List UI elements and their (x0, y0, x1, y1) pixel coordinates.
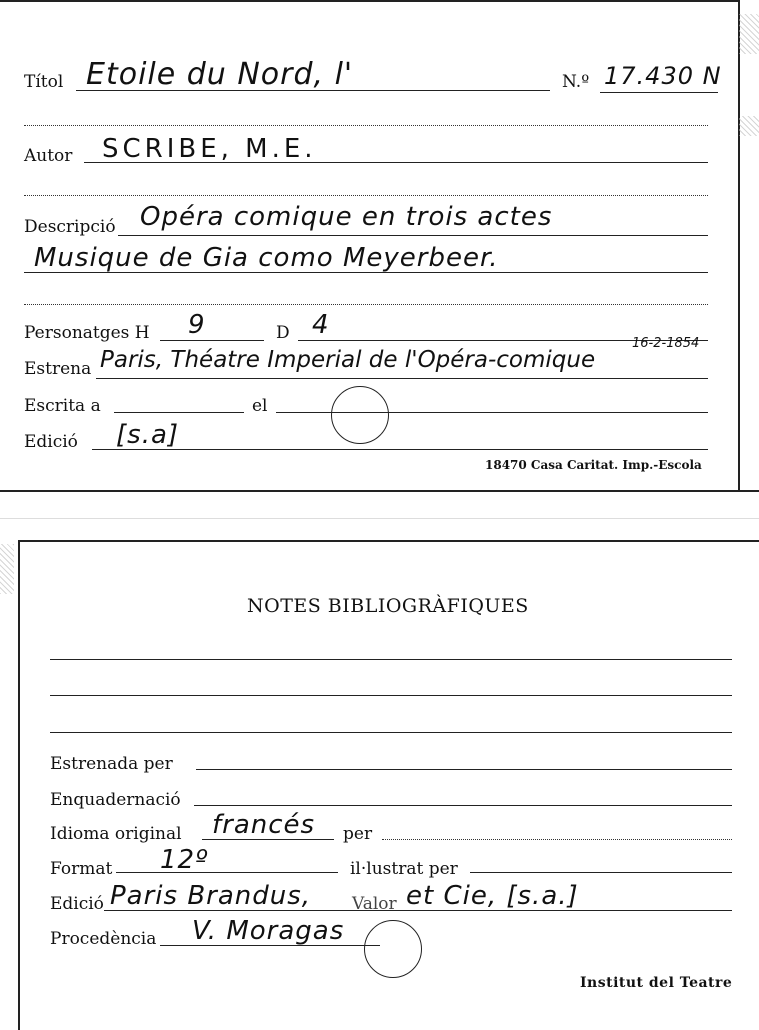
no-line (600, 92, 718, 93)
format-label: Format (50, 859, 113, 879)
per-label: per (343, 824, 373, 844)
no-label: N.º (562, 72, 590, 92)
autor-label: Autor (24, 146, 73, 166)
illustrat-label: il·lustrat per (350, 859, 458, 879)
titol-value: Etoile du Nord, l' (86, 57, 354, 92)
notes-line-3 (50, 732, 732, 733)
notes-line-2 (50, 695, 732, 696)
enquadernacio-line (194, 805, 732, 806)
card-divider-faint (0, 518, 759, 519)
no-value: 17.430 N (604, 62, 722, 90)
stamp-circle (331, 386, 389, 444)
scan-speck (0, 544, 14, 594)
descripcio-label: Descripció (24, 217, 116, 237)
estrena-date: 16-2-1854 (632, 336, 700, 351)
autor-line (84, 162, 708, 163)
illustrat-line (470, 872, 732, 873)
personatges-d-value: 4 (312, 310, 330, 340)
stamp-circle-back (364, 920, 422, 978)
catalog-card-back (18, 540, 759, 1030)
personatges-label: Personatges H (24, 323, 150, 343)
divider-3 (24, 304, 708, 305)
descripcio-line-rule-1 (118, 235, 708, 236)
estrena-line (96, 378, 708, 379)
edicio-back-line (104, 910, 732, 911)
valor-label: Valor (352, 894, 397, 914)
edicio-label: Edició (24, 432, 78, 452)
scan-speck (739, 116, 759, 136)
per-line (382, 839, 732, 840)
divider-2 (24, 195, 708, 196)
personatges-h-value: 9 (188, 310, 206, 340)
format-line (116, 872, 338, 873)
estrenada-line (196, 769, 732, 770)
escrita-line (114, 412, 244, 413)
printer-imprint: 18470 Casa Caritat. Imp.-Escola (485, 458, 702, 472)
enquadernacio-label: Enquadernació (50, 790, 181, 810)
scan-speck (739, 14, 759, 54)
titol-line (76, 90, 550, 91)
edicio-back-value: Paris Brandus, (110, 881, 312, 911)
idioma-label: Idioma original (50, 824, 182, 844)
autor-value: SCRIBE, M.E. (102, 134, 317, 164)
catalog-card-front (0, 0, 740, 492)
descripcio-line2: Musique de Gia como Meyerbeer. (34, 243, 499, 273)
estrena-label: Estrena (24, 359, 92, 379)
d-label: D (276, 323, 290, 343)
format-value: 12º (160, 845, 209, 875)
procedencia-label: Procedència (50, 929, 157, 949)
descripcio-line-rule-2 (24, 272, 708, 273)
card-divider (0, 490, 759, 492)
institution-footer: Institut del Teatre (580, 975, 733, 991)
estrenada-label: Estrenada per (50, 754, 173, 774)
edicio-back-value-2: et Cie, [s.a.] (406, 881, 579, 911)
personatges-h-line (160, 340, 264, 341)
procedencia-value: V. Moragas (192, 916, 345, 946)
notes-line-1 (50, 659, 732, 660)
notes-title: NOTES BIBLIOGRÀFIQUES (247, 595, 529, 617)
edicio-line (92, 449, 708, 450)
titol-label: Títol (24, 72, 64, 92)
procedencia-line (160, 945, 380, 946)
idioma-value: francés (212, 810, 316, 840)
escrita-label: Escrita a (24, 396, 101, 416)
el-label: el (252, 396, 268, 416)
descripcio-line1: Opéra comique en trois actes (140, 202, 553, 232)
edicio-value: [s.a] (116, 420, 180, 450)
divider-1 (24, 125, 708, 126)
edicio-back-label: Edició (50, 894, 104, 914)
estrena-value: Paris, Théatre Imperial de l'Opéra-comique (100, 347, 596, 373)
idioma-line (202, 839, 334, 840)
